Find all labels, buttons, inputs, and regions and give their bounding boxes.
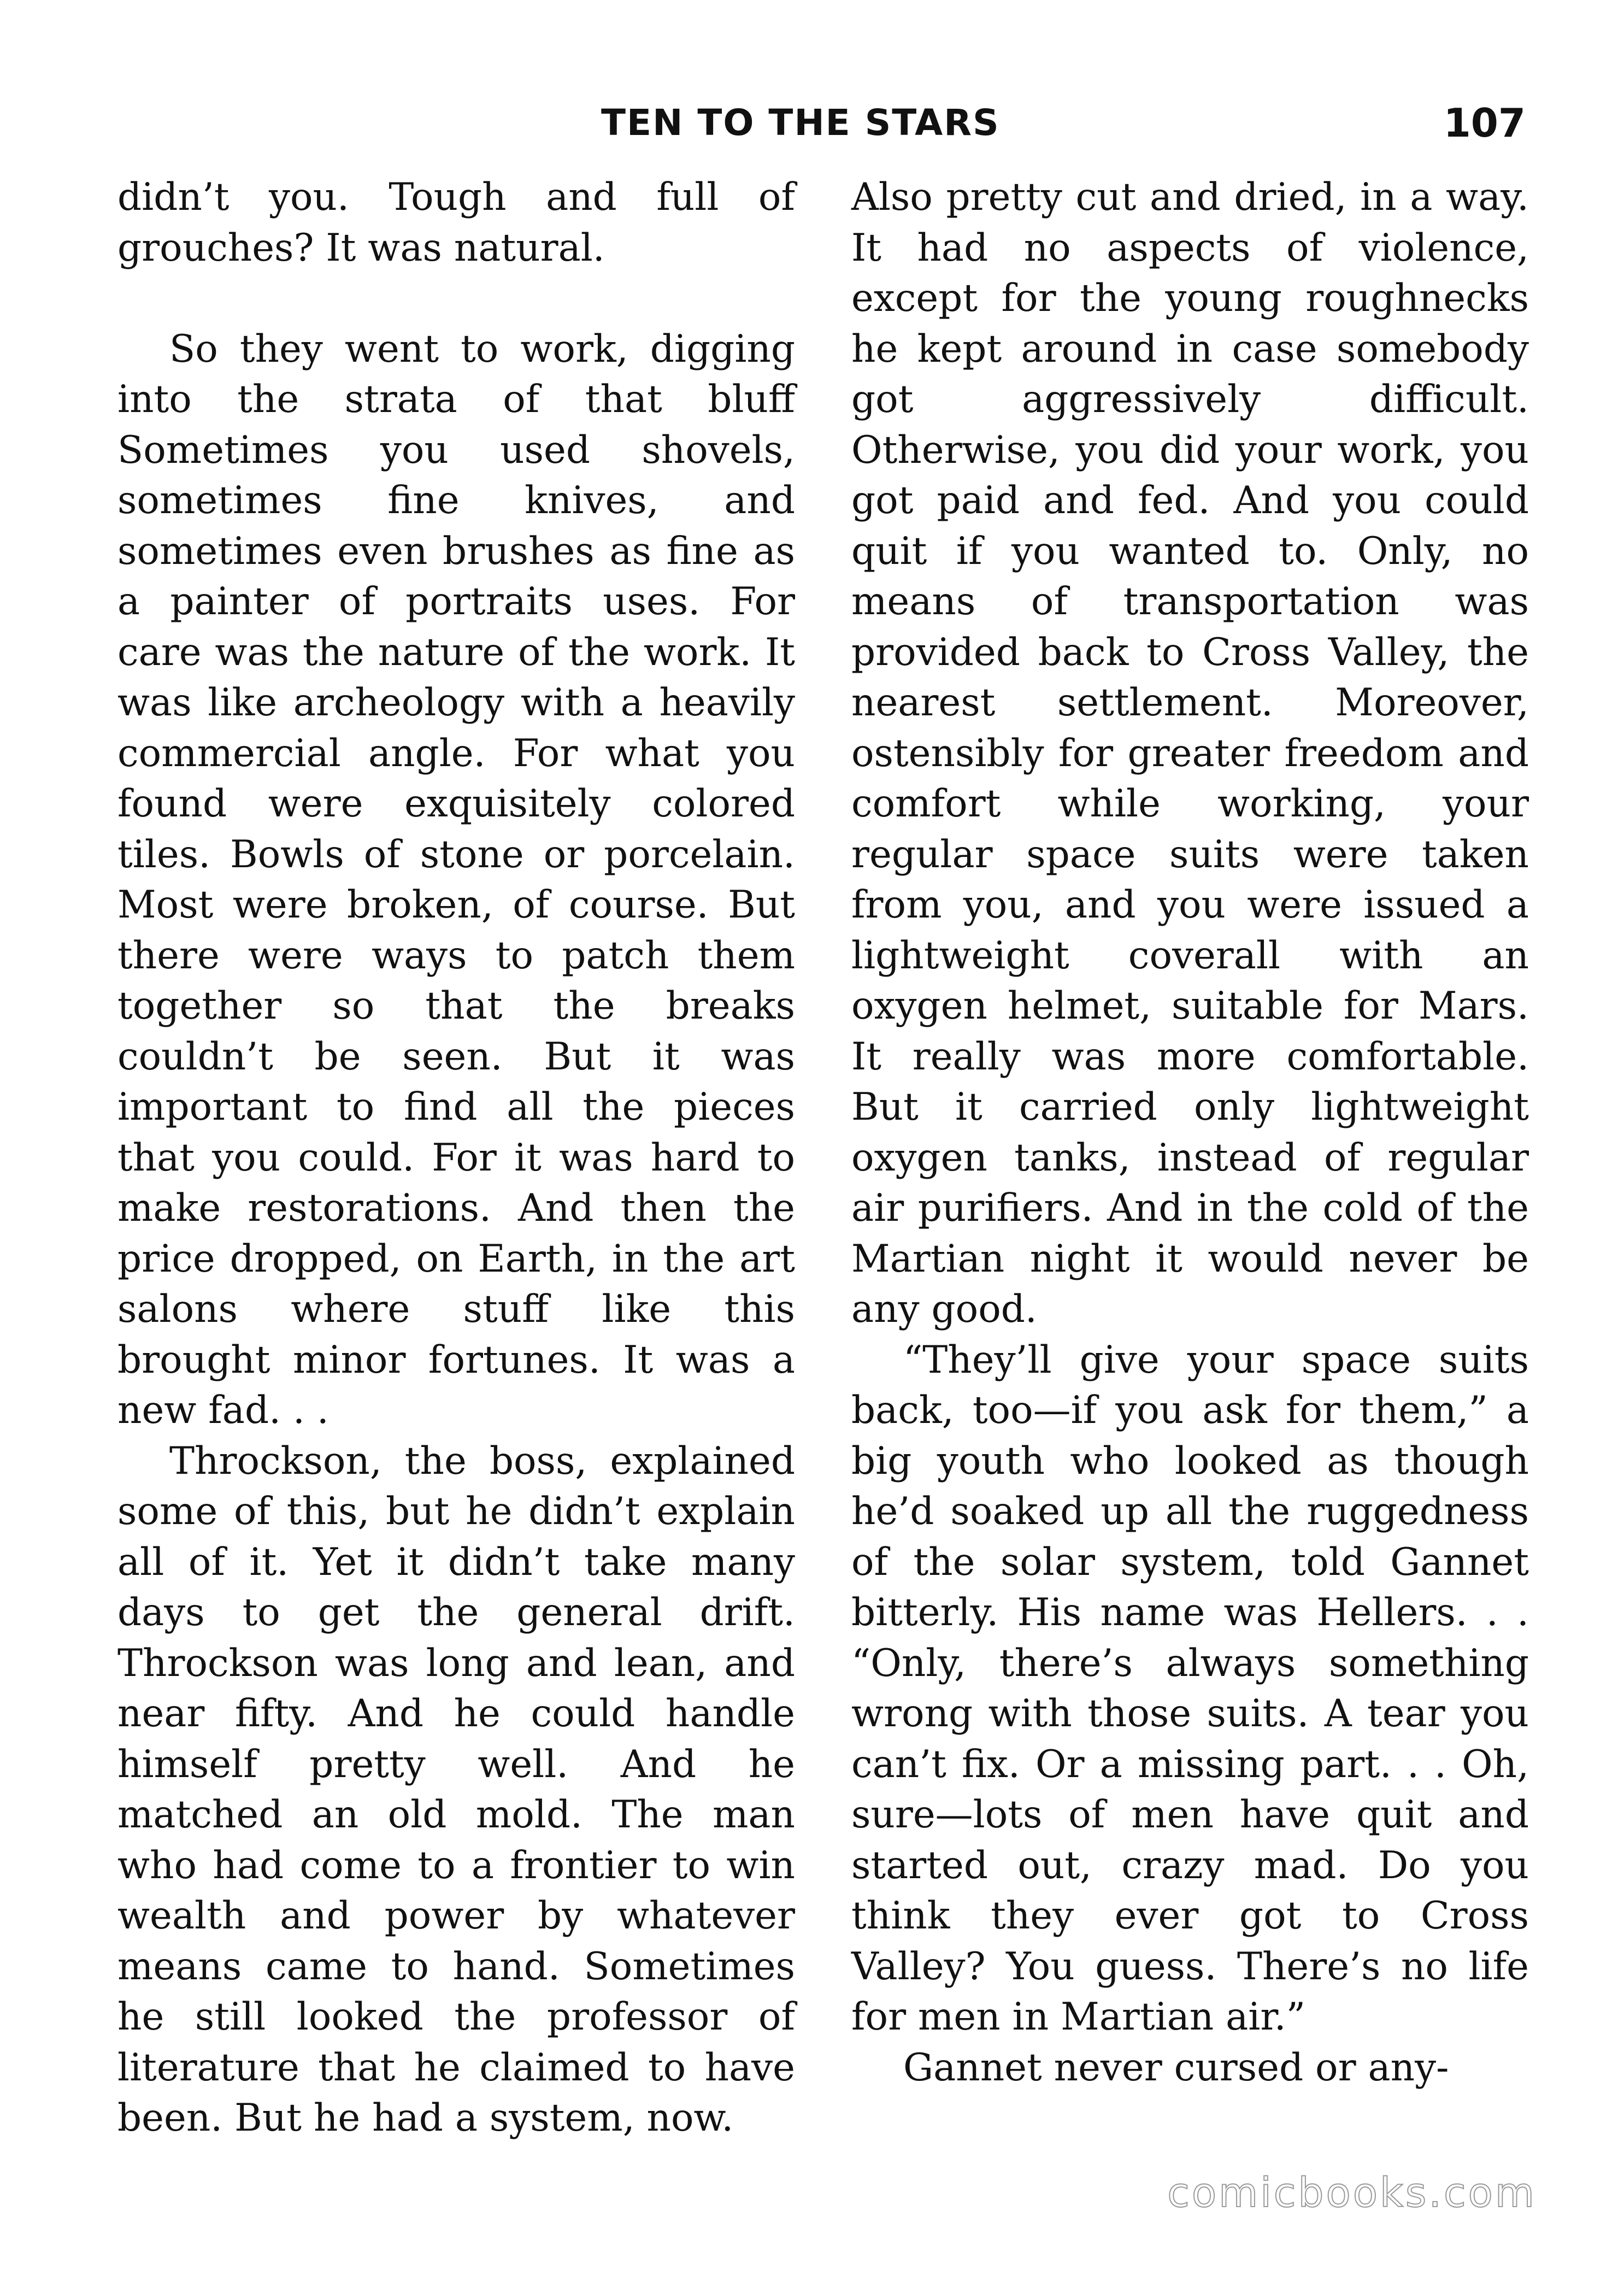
watermark: comicbooks.com xyxy=(1167,2169,1537,2216)
running-head xyxy=(0,98,1624,148)
paragraph: Throckson, the boss, explained some of this, but he didn’t explain all of it. Yet it didn’t take many days to get the general drift. Throckson was long and lean, and near fifty. And he could handle himself pretty well. And he matched an old mold. The man who had come to a frontier to win wealth and power by whatever means came to hand. Sometimes he still looked the professor of literature that he claimed to have been. But he had a system, now. xyxy=(117,1439,795,2140)
section-gap xyxy=(117,273,795,324)
paragraph: Also pretty cut and dried, in a way. It had no aspects of violence, except for the young roughnecks he kept around in case somebody got aggressively difficult. Otherwise, you did your work, you got paid and fed. And you could quit if you wanted to. Only, no means of transportation was provided back to Cross Valley, the nearest settlement. Moreover, ostensibly for greater freedom and comfort while working, your regular space suits were taken from you, and you were issued a lightweight coverall with an oxygen helmet, suitable for Mars. It really was more comfortable. But it carried only lightweight oxygen tanks, instead of regular air purifiers. And in the cold of the Martian night it would never be any good. xyxy=(851,175,1529,1331)
left-column xyxy=(117,172,795,2144)
paragraph: “They’ll give your space suits back, too—if you ask for them,” a big youth who looked as though he’d soaked up all the ruggedness of the solar system, told Gannet bitterly. His name was Hellers. . . “Only, there’s always something wrong with those suits. A tear you can’t fix. Or a missing part. . . Oh, sure—lots of men have quit and started out, crazy mad. Do you think they ever got to Cross Valley? You guess. There’s no life for men in Martian air.” xyxy=(851,1338,1529,2039)
right-column xyxy=(851,172,1529,2093)
page-number: 107 xyxy=(1443,100,1526,146)
paragraph: didn’t you. Tough and full of grouches? It was natural. xyxy=(117,175,795,270)
paragraph: Gannet never cursed or any- xyxy=(903,2045,1449,2090)
paragraph: So they went to work, digging into the strata of that bluff Sometimes you used shovels, sometimes fine knives, and sometimes even brushes as fine as a painter of portraits uses. For care was the nature of the work. It was like archeology with a heavily commercial angle. For what you found were exquisitely colored tiles. Bowls of stone or porcelain. Most were broken, of course. But there were ways to patch them together so that the breaks couldn’t be seen. But it was important to find all the pieces that you could. For it was hard to make restorations. And then the price dropped, on Earth, in the art salons where stuff like this brought minor fortunes. It was a new fad. . . xyxy=(117,327,795,1432)
running-title: TEN TO THE STARS xyxy=(601,102,1000,144)
